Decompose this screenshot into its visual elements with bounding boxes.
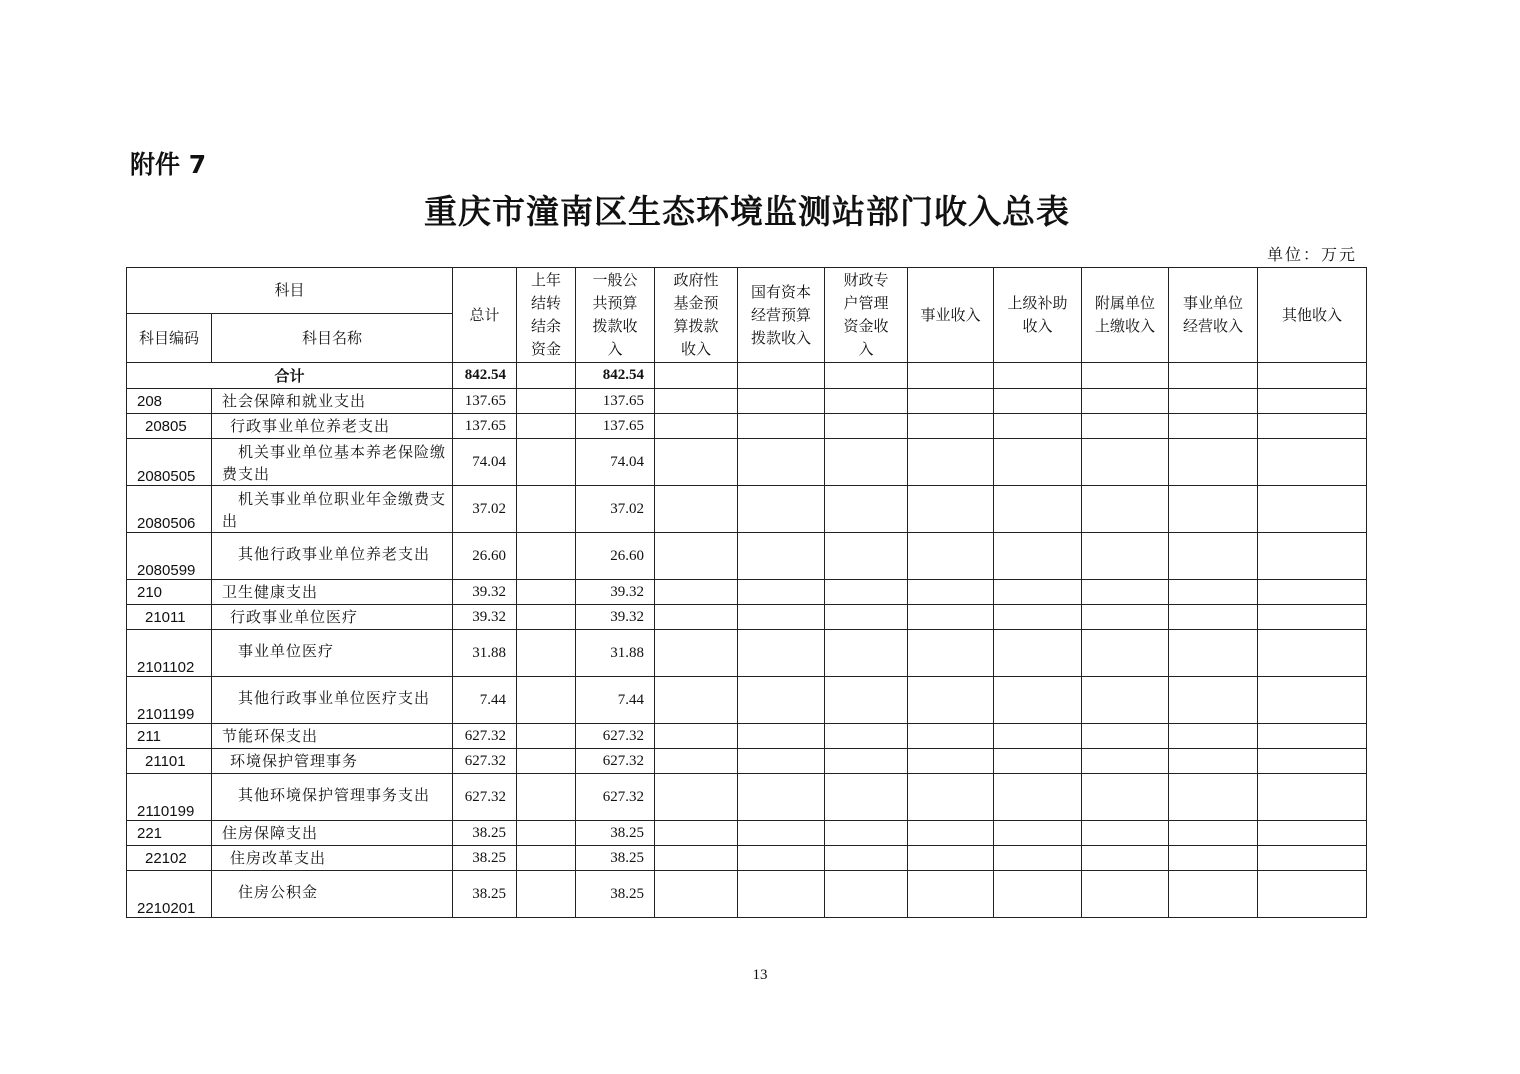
row-name: 机关事业单位职业年金缴费支出 bbox=[212, 486, 453, 533]
unit-label: 单位：万元 bbox=[1266, 245, 1357, 264]
table-row bbox=[127, 871, 1367, 918]
row-total: 627.32 bbox=[453, 749, 517, 774]
row-total: 627.32 bbox=[453, 724, 517, 749]
header-total: 总计 bbox=[453, 268, 517, 363]
row-total: 627.32 bbox=[453, 774, 517, 821]
row-general-budget: 7.44 bbox=[576, 677, 655, 724]
row-code: 21011 bbox=[127, 605, 212, 630]
row-name: 住房公积金 bbox=[212, 871, 453, 918]
header-general-budget: 一般公共预算拨款收入 bbox=[576, 268, 655, 363]
row-general-budget: 38.25 bbox=[576, 871, 655, 918]
row-total: 39.32 bbox=[453, 580, 517, 605]
row-name: 机关事业单位基本养老保险缴费支出 bbox=[212, 439, 453, 486]
row-total: 37.02 bbox=[453, 486, 517, 533]
header-special-account: 财政专户管理资金收入 bbox=[825, 268, 908, 363]
table-row bbox=[127, 605, 1367, 630]
attachment-label: 附件 7 bbox=[130, 150, 207, 179]
row-name: 行政事业单位医疗 bbox=[212, 605, 453, 630]
row-code: 211 bbox=[127, 724, 212, 749]
table-row bbox=[127, 533, 1367, 580]
row-name: 其他行政事业单位养老支出 bbox=[212, 533, 453, 580]
row-code: 2080506 bbox=[127, 486, 212, 533]
row-total: 39.32 bbox=[453, 605, 517, 630]
row-general-budget: 38.25 bbox=[576, 821, 655, 846]
table-row bbox=[127, 439, 1367, 486]
row-general-budget: 627.32 bbox=[576, 724, 655, 749]
row-name: 社会保障和就业支出 bbox=[212, 389, 453, 414]
row-general-budget: 74.04 bbox=[576, 439, 655, 486]
row-general-budget: 38.25 bbox=[576, 846, 655, 871]
header-subject: 科目 bbox=[127, 268, 453, 314]
row-name: 其他环境保护管理事务支出 bbox=[212, 774, 453, 821]
row-general-budget: 39.32 bbox=[576, 580, 655, 605]
row-code: 210 bbox=[127, 580, 212, 605]
row-name: 行政事业单位养老支出 bbox=[212, 414, 453, 439]
table-row bbox=[127, 389, 1367, 414]
row-code: 2110199 bbox=[127, 774, 212, 821]
row-total: 7.44 bbox=[453, 677, 517, 724]
row-code: 20805 bbox=[127, 414, 212, 439]
row-general-budget: 26.60 bbox=[576, 533, 655, 580]
row-code: 2080505 bbox=[127, 439, 212, 486]
row-total: 38.25 bbox=[453, 871, 517, 918]
row-code: 2080599 bbox=[127, 533, 212, 580]
total-value: 842.54 bbox=[453, 363, 517, 389]
header-other: 其他收入 bbox=[1258, 268, 1367, 363]
table-row bbox=[127, 774, 1367, 821]
row-total: 38.25 bbox=[453, 846, 517, 871]
total-label: 合计 bbox=[127, 363, 453, 389]
header-affiliated: 附属单位上缴收入 bbox=[1082, 268, 1169, 363]
row-name: 节能环保支出 bbox=[212, 724, 453, 749]
row-name: 环境保护管理事务 bbox=[212, 749, 453, 774]
row-code: 2210201 bbox=[127, 871, 212, 918]
table-row bbox=[127, 486, 1367, 533]
header-state-capital: 国有资本经营预算拨款收入 bbox=[738, 268, 825, 363]
income-table bbox=[126, 267, 1367, 918]
row-general-budget: 137.65 bbox=[576, 389, 655, 414]
header-carryover: 上年结转结余资金 bbox=[517, 268, 576, 363]
table-row bbox=[127, 677, 1367, 724]
row-code: 221 bbox=[127, 821, 212, 846]
row-general-budget: 137.65 bbox=[576, 414, 655, 439]
row-general-budget: 627.32 bbox=[576, 774, 655, 821]
row-general-budget: 627.32 bbox=[576, 749, 655, 774]
row-general-budget: 37.02 bbox=[576, 486, 655, 533]
row-total: 137.65 bbox=[453, 389, 517, 414]
row-name: 其他行政事业单位医疗支出 bbox=[212, 677, 453, 724]
row-code: 2101102 bbox=[127, 630, 212, 677]
row-total: 31.88 bbox=[453, 630, 517, 677]
row-name: 住房保障支出 bbox=[212, 821, 453, 846]
row-code: 208 bbox=[127, 389, 212, 414]
row-name: 卫生健康支出 bbox=[212, 580, 453, 605]
table-row bbox=[127, 821, 1367, 846]
row-code: 22102 bbox=[127, 846, 212, 871]
row-total: 137.65 bbox=[453, 414, 517, 439]
table-row bbox=[127, 414, 1367, 439]
row-name: 事业单位医疗 bbox=[212, 630, 453, 677]
row-total: 38.25 bbox=[453, 821, 517, 846]
row-total: 74.04 bbox=[453, 439, 517, 486]
row-name: 住房改革支出 bbox=[212, 846, 453, 871]
total-row bbox=[127, 363, 1367, 389]
table-row bbox=[127, 846, 1367, 871]
header-superior-subsidy: 上级补助收入 bbox=[994, 268, 1082, 363]
header-operating: 事业单位经营收入 bbox=[1169, 268, 1258, 363]
table-row bbox=[127, 724, 1367, 749]
header-name: 科目名称 bbox=[212, 314, 453, 363]
table-row bbox=[127, 580, 1367, 605]
row-general-budget: 39.32 bbox=[576, 605, 655, 630]
row-code: 21101 bbox=[127, 749, 212, 774]
page-number: 13 bbox=[752, 967, 768, 983]
header-gov-fund: 政府性基金预算拨款收入 bbox=[655, 268, 738, 363]
total-general-budget: 842.54 bbox=[576, 363, 655, 389]
header-code: 科目编码 bbox=[127, 314, 212, 363]
row-code: 2101199 bbox=[127, 677, 212, 724]
table-row bbox=[127, 749, 1367, 774]
page-title: 重庆市潼南区生态环境监测站部门收入总表 bbox=[424, 192, 1070, 231]
table-row bbox=[127, 630, 1367, 677]
row-general-budget: 31.88 bbox=[576, 630, 655, 677]
row-total: 26.60 bbox=[453, 533, 517, 580]
header-business-income: 事业收入 bbox=[908, 268, 994, 363]
